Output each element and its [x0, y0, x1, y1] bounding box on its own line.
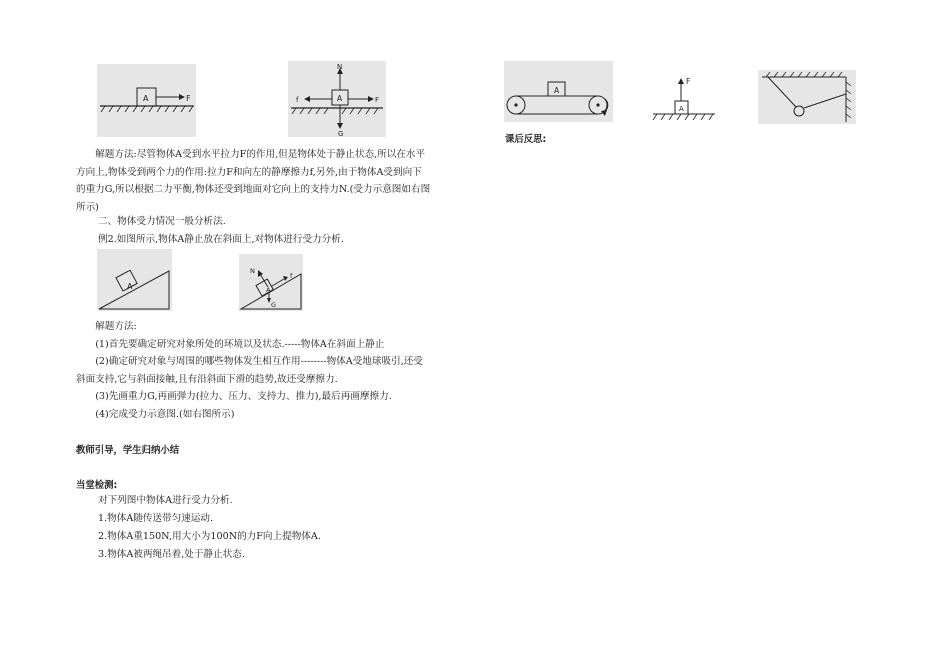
- check-heading: 当堂检测:: [76, 480, 118, 491]
- method2-step2-line1: (2)确定研究对象与周围的哪些物体发生相互作用--------物体A受地球吸引,还受: [95, 356, 423, 367]
- check-item-1: 1.物体A随传送带匀速运动.: [98, 513, 214, 524]
- check-item-2: 2.物体A重150N,用大小为100N的力F向上提物体A.: [98, 531, 321, 542]
- method2-step3: (3)先画重力G,再画弹力(拉力、压力、支持力、推力),最后再画摩擦力.: [95, 391, 392, 402]
- teacher-summary-heading: 教师引导，学生归纳小结: [76, 445, 180, 456]
- method2-title: 解题方法:: [95, 321, 137, 332]
- incline-normal-label: N: [250, 267, 255, 275]
- example1-method: [76, 146, 471, 216]
- force-label: F: [186, 94, 191, 103]
- block-label: A: [143, 94, 149, 103]
- friction-label: f: [296, 96, 299, 104]
- method-line-1: 解题方法:尽管物体A受到水平拉力F的作用,但是物体处于静止状态,所以在水平: [95, 149, 426, 160]
- incline-block-label: A: [127, 282, 133, 291]
- block-label-2: A: [337, 94, 343, 103]
- figure-conveyor-belt: [504, 61, 613, 122]
- example2-method: [76, 318, 471, 423]
- normal-label: N: [337, 63, 343, 71]
- section2-heading: 二、物体受力情况一般分析法.: [98, 216, 226, 227]
- example2-text: 例2.如图所示,物体A静止放在斜面上,对物体进行受力分析.: [98, 234, 344, 245]
- reflection-heading: 课后反思:: [505, 134, 547, 145]
- method2-step1: (1)首先要确定研究对象所处的环境以及状态.-----物体A在斜面上静止: [95, 338, 385, 350]
- lift-force-label: F: [686, 77, 691, 86]
- figure-hanging-object: [758, 70, 856, 124]
- lifted-block-label: A: [679, 105, 684, 113]
- method-line-3: 的重力G,所以根据二力平衡,物体还受到地面对它向上的支持力N.(受力示意图如右图: [76, 184, 431, 195]
- check-intro: 对下列图中物体A进行受力分析.: [98, 495, 233, 506]
- method2-step2-line2: 斜面支持,它与斜面接触,且有沿斜面下滑的趋势,故还受摩擦力.: [76, 373, 338, 385]
- method2-step4: (4)完成受力示意图.(如右图所示): [95, 408, 235, 420]
- figure-lifted-block: [651, 74, 717, 122]
- figure-incline-forces: [239, 254, 303, 311]
- incline-forces-block-label: A: [266, 286, 271, 294]
- gravity-label: G: [338, 130, 344, 137]
- incline-friction-label: f: [290, 272, 293, 280]
- figure-incline-block: [97, 249, 172, 311]
- method-line-2: 方向上,物体受到两个力的作用:拉力F和向左的静摩擦力f,另外,由于物体A受到向下: [76, 166, 422, 178]
- conveyor-block-label: A: [554, 86, 560, 95]
- check-item-3: 3.物体A被两绳吊着,处于静止状态.: [98, 549, 245, 560]
- force-label-2: F: [375, 96, 380, 104]
- incline-gravity-label: G: [271, 301, 277, 309]
- figure-block-pulled: [97, 64, 196, 137]
- figure-force-diagram: [288, 61, 386, 137]
- method-line-4: 所示): [76, 201, 99, 213]
